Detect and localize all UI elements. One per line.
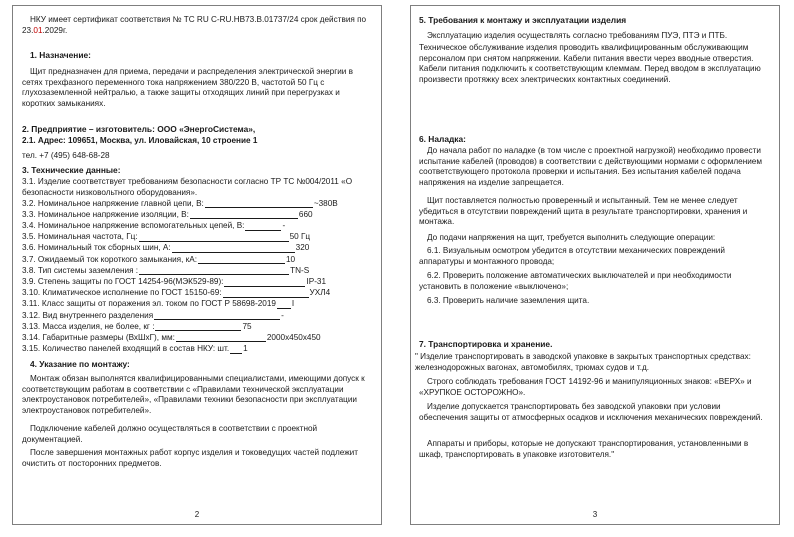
spec-fill-line <box>224 278 305 287</box>
page-number: 2 <box>194 509 200 519</box>
spec-fill-line <box>198 255 285 264</box>
spec-row <box>22 198 373 209</box>
section-6-title: 6. Наладка: <box>419 134 466 144</box>
section-7-paragraph-1: " Изделие транспортировать в заводской упаковке в закрытых транспортных средствах: железнодорожных вагонах, автомобилях, трюмах судов и т.д. <box>415 352 751 372</box>
section-5-paragraph-2: Техническое обслуживание изделия проводить квалифицированным обслуживающим персоналом при снятом напряжении. Кабели питания ввести через вводные отверстия. Кабели питания подключить к соответствующим клеммам. Перед вводом в эксплуатацию произвести протяжку всех электрических контактных соединений. <box>419 43 761 84</box>
section-6-item-3: 6.3. Проверить наличие заземления щита. <box>427 296 590 305</box>
spec-fill-line <box>172 244 295 253</box>
spec-row <box>22 332 373 343</box>
spec-label: 3.3. Номинальное напряжение изоляции, В: <box>22 209 189 219</box>
spec-fill-line <box>223 289 309 298</box>
spec-value: IP-31 <box>306 277 327 286</box>
section-5-title: 5. Требования к монтажу и эксплуатации изделия <box>419 15 627 25</box>
section-2-title: 2. Предприятие – изготовитель: ООО «ЭнергоСистема», <box>22 124 256 134</box>
section-4-paragraph-2: Подключение кабелей должно осуществляться в соответствии с проектной документацией. <box>22 424 318 444</box>
spec-value: 2000x450x450 <box>266 332 321 342</box>
document-page-3 <box>410 5 780 525</box>
spec-row <box>22 243 373 254</box>
spec-value: ~380В <box>313 198 338 208</box>
section-1-title: 1. Назначение: <box>30 50 91 60</box>
spec-table <box>22 198 373 355</box>
spec-fill-line <box>139 266 289 275</box>
section-4-paragraph-1: Монтаж обязан выполнятся квалифицированными специалистами, имеющими допуск к соответствующим работам в соответствии с «Правилами технической эксплуатации электроустановок потребителей», «Правилами техники безопасности при эксплуатации электроустановок потребителей». <box>22 374 365 415</box>
manufacturer-address: 2.1. Адрес: 109651, Москва, ул. Иловайская, 10 строение 1 <box>22 136 258 145</box>
spec-value: TN-S <box>290 265 310 275</box>
section-3-title: 3. Технические данные: <box>22 165 121 175</box>
spec-row <box>22 254 373 265</box>
spec-label: 3.12. Вид внутреннего разделения <box>22 310 154 320</box>
section-1-text: Щит предназначен для приема, передачи и распределения электрической энергии в сетях трехфазного переменного тока напряжением 380/220 В, частотой 50 Гц с глухозаземленной нейтралью, а также защиты отходящих линий при перегрузках и коротких замыканиях. <box>22 67 353 108</box>
spec-row <box>22 220 373 231</box>
spec-value: - <box>282 221 286 231</box>
certificate-text: НКУ имеет сертификат соответствия № ТС RU C-RU.НВ73.В.01737/24 срок действия по 23. <box>22 15 367 35</box>
spec-row <box>22 232 373 243</box>
spec-3-1: 3.1. Изделие соответствует требованиям безопасности согласно ТР ТС №004/2011 «О безопасности низковольтного оборудования». <box>22 177 353 197</box>
spec-label: 3.6. Номинальный ток сборных шин, А: <box>22 243 171 253</box>
page-number: 3 <box>592 509 598 519</box>
spec-fill-line <box>205 199 313 208</box>
certificate-line <box>22 15 373 36</box>
spec-row <box>22 310 373 321</box>
spec-value: УХЛ4 <box>309 288 331 298</box>
section-7-paragraph-3: Изделие допускается транспортировать без заводской упаковки при условии обеспечения защиты от атмосферных осадков и исключения механических повреждений. <box>419 402 763 422</box>
spec-row <box>22 288 373 299</box>
spec-fill-line <box>230 345 242 354</box>
spec-fill-line <box>176 333 266 342</box>
section-6-item-2: 6.2. Проверить положение автоматических выключателей и при необходимости установить в положение «выключено»; <box>419 271 732 291</box>
spec-value: 660 <box>298 209 313 219</box>
spec-row <box>22 321 373 332</box>
spec-label: 3.14. Габаритные размеры (ВхШхГ), мм: <box>22 332 175 342</box>
section-6-paragraph-1: До начала работ по наладке (в том числе с проектной нагрузкой) необходимо провести испытание кабелей (проводов) в соответствии с действующими нормами с оформлением соответствующего протокола проверки и испытания. Без испытания кабелей подача напряжения на изделие запрещается. <box>419 146 762 187</box>
spec-fill-line <box>277 300 291 309</box>
spec-label: 3.10. Климатическое исполнение по ГОСТ 15150-69: <box>22 288 222 298</box>
spec-value: - <box>281 310 284 320</box>
spec-label: 3.5. Номинальная частота, Гц: <box>22 232 138 242</box>
section-7-title: 7. Транспортировка и хранение. <box>419 339 553 349</box>
spec-row <box>22 209 373 220</box>
section-6-item-1: 6.1. Визуальным осмотром убедится в отсутствии механических повреждений аппаратуры и монтажного провода; <box>419 246 725 266</box>
spec-label: 3.7. Ожидаемый ток короткого замыкания, кА: <box>22 254 197 264</box>
document-page-2 <box>12 5 382 525</box>
spec-value: 1 <box>243 344 248 354</box>
section-4-title: 4. Указание по монтажу: <box>30 359 130 369</box>
section-6-paragraph-2: Щит поставляется полностью проверенный и испытанный. Тем не менее следует убедиться в отсутствии повреждений щита в результате транспортировки, хранения и монтажа. <box>419 196 748 226</box>
section-5-paragraph-1: Эксплуатацию изделия осуществлять согласно требованиям ПУЭ, ПТЭ и ПТБ. <box>427 31 728 40</box>
section-6-paragraph-3: До подачи напряжения на щит, требуется выполнить следующие операции: <box>427 233 716 242</box>
spec-row <box>22 299 373 310</box>
spec-label: 3.15. Количество панелей входящий в состав НКУ: шт. <box>22 344 230 354</box>
spec-row <box>22 343 373 354</box>
spec-fill-line <box>155 322 241 331</box>
spec-value: 320 <box>295 243 310 253</box>
spec-row <box>22 265 373 276</box>
spec-row <box>22 276 373 287</box>
spec-value: I <box>291 299 295 309</box>
certificate-suffix: .2029г. <box>42 25 68 35</box>
spec-fill-line <box>139 233 289 242</box>
spec-fill-line <box>245 222 281 231</box>
section-7-paragraph-4: Аппараты и приборы, которые не допускают транспортирования, установленными в шкаф, транспортировать в упаковке изготовителя." <box>419 439 749 459</box>
spec-label: 3.9. Степень защиты по ГОСТ 14254-96(МЭК529-89): <box>22 277 224 286</box>
spec-value: 10 <box>285 254 296 264</box>
spec-fill-line <box>190 210 298 219</box>
section-7-paragraph-2: Строго соблюдать требования ГОСТ 14192-96 и манипуляционных знаков: «ВЕРХ» и «ХРУПКОЕ ОСТОРОЖНО». <box>419 377 752 397</box>
spec-value: 75 <box>242 321 252 331</box>
spec-label: 3.8. Тип системы заземления : <box>22 265 139 275</box>
spec-value: 50 Гц <box>289 232 311 242</box>
spec-label: 3.2. Номинальное напряжение главной цепи, В: <box>22 198 204 208</box>
certificate-highlight: 01 <box>33 25 43 35</box>
spec-label: 3.4. Номинальное напряжение вспомогательных цепей, В: <box>22 221 245 231</box>
manufacturer-phone: тел. +7 (495) 648-68-28 <box>22 151 110 160</box>
spec-label: 3.13. Масса изделия, не более, кг : <box>22 321 155 331</box>
section-4-paragraph-3: После завершения монтажных работ корпус изделия и токоведущих частей подлежит очистить от посторонних предметов. <box>22 448 359 468</box>
spec-fill-line <box>154 311 280 320</box>
spec-label: 3.11. Класс защиты от поражения эл. током по ГОСТ Р 58698-2019 <box>22 299 276 309</box>
